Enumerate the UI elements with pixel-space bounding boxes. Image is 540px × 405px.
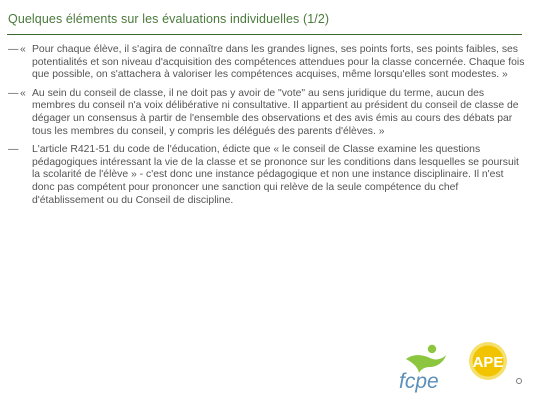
fcpe-wordmark: fcpe [399,370,439,393]
ape-badge [469,342,507,380]
paragraph-text: L'article R421-51 du code de l'éducation, édicte que « le conseil de Classe examine les questions pédagogiques intéressant la vie de la classe et se prononce sur les conditions dans lesquelles se poursuit la scolarité de l'élève » - c'est donc une instance pédagogique et non une instance disciplinaire. Il n'est donc pas compétent pour prononcer une sanction qui relève de la seule compétence du chef d'établissement ou du Conseil de discipline. [32,144,519,206]
bullet-dash: — [8,144,19,156]
paragraph-text: Au sein du conseil de classe, il ne doit pas y avoir de "vote" au sens juridique du terme, aucun des membres du conseil n'a voix délibérative ni consultative. Il appartient au président du conseil de classe de dégager un consensus à partir de l'ensemble des observations et des avis émis au cours des débats par tous les membres du conseil, y compris les délégués des parents d'élèves. » [32,87,519,137]
opening-quote: « [20,87,26,99]
slide-title: Quelques éléments sur les évaluations individuelles (1/2) [8,12,330,26]
ape-text: APE [472,354,504,371]
slide-body [8,44,528,213]
page-indicator [516,378,522,384]
paragraph-text: Pour chaque élève, il s'agira de connaître dans les grandes lignes, ses points forts, ses points faibles, ses potentialités et son niveau d'acquisition des compétences attendues pour la classe concernée. Chaque fois que possible, on s'attachera à valoriser les compétences acquises, même lorsqu'elles sont modestes. » [32,44,525,81]
paragraph-2 [8,88,528,138]
footer-logos [392,337,528,393]
fcpe-ape-logo [392,337,528,393]
paragraph-1 [8,44,528,82]
bullet-dash: — [8,87,19,99]
opening-quote: « [20,44,26,55]
fcpe-figure-icon [406,345,446,373]
paragraph-3 [8,144,528,207]
title-divider [7,34,522,35]
bullet-dash: — [8,44,19,55]
